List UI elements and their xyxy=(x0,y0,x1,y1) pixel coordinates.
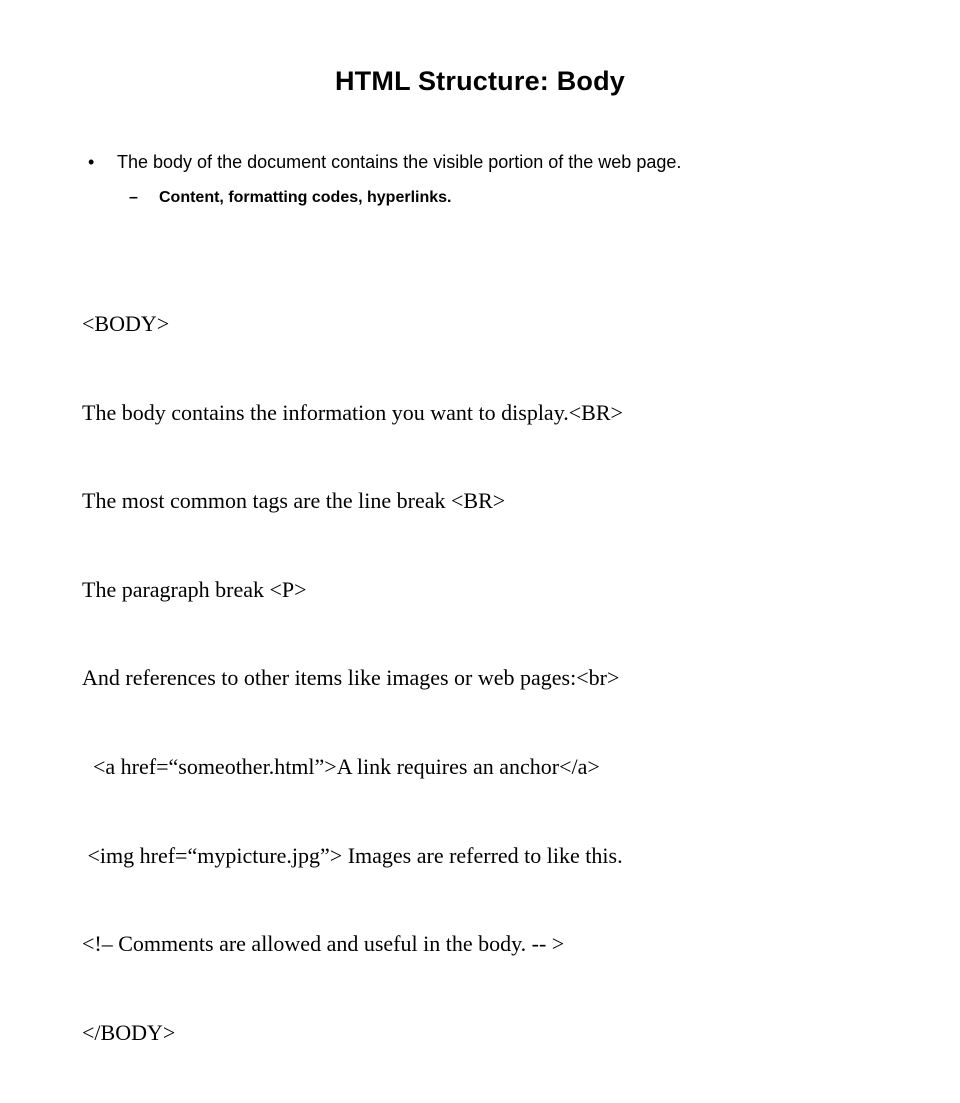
subbullet-text: Content, formatting codes, hyperlinks. xyxy=(159,189,452,206)
code-line-body-info: The body contains the information you want to display.<BR> xyxy=(82,399,623,425)
subbullet-item xyxy=(129,187,451,209)
subbullet-marker: – xyxy=(129,189,138,206)
bullet-item xyxy=(88,150,681,174)
code-line-comment: <!– Comments are allowed and useful in the body. -- > xyxy=(82,931,565,957)
bullet-text: The body of the document contains the visible portion of the web page. xyxy=(117,152,682,172)
code-line-line-break: The most common tags are the line break <BR> xyxy=(82,488,506,514)
slide-title: HTML Structure: Body xyxy=(334,66,625,96)
code-example xyxy=(82,254,623,1103)
code-line-paragraph-break: The paragraph break <P> xyxy=(82,576,307,602)
code-line-body-close: </BODY> xyxy=(82,1019,176,1045)
code-line-references: And references to other items like images or web pages:<br> xyxy=(82,665,620,691)
bullet-marker: • xyxy=(88,152,95,172)
code-line-image: <img href=“mypicture.jpg”> Images are referred to like this. xyxy=(82,842,623,868)
code-line-anchor: <a href=“someother.html”>A link requires an anchor</a> xyxy=(82,753,600,779)
code-line-body-open: <BODY> xyxy=(82,311,170,336)
